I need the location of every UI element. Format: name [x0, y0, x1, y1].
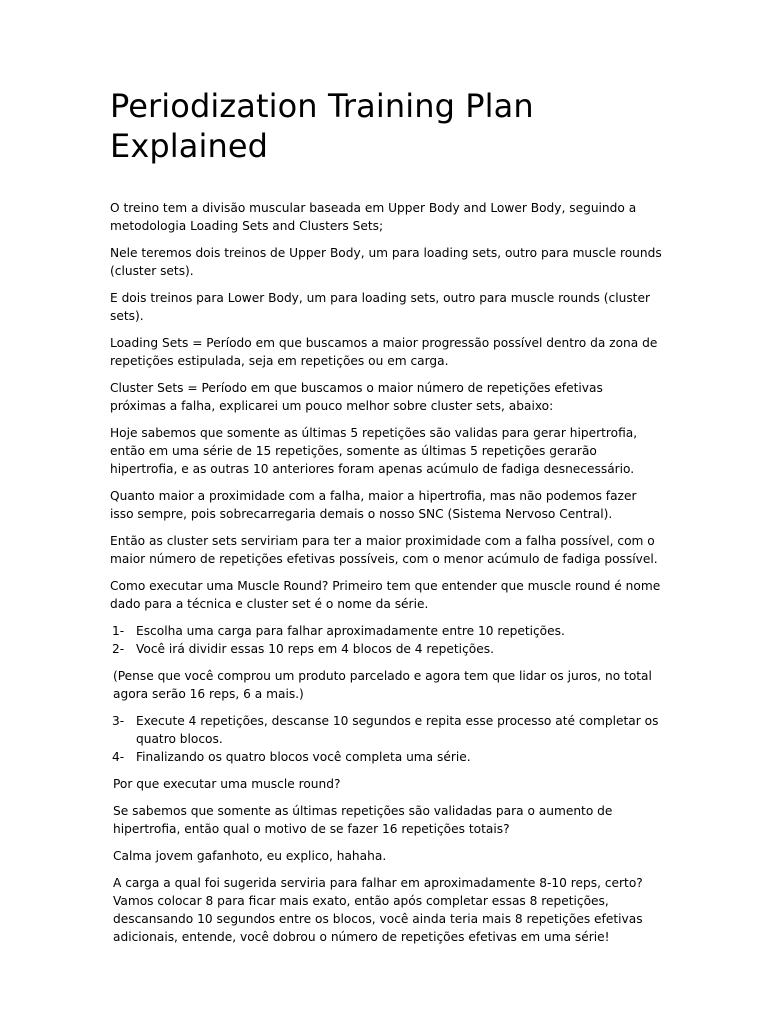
list-item-text: Execute 4 repetições, descanse 10 segundos e repita esse processo até completar os quatro blocos.: [136, 714, 659, 746]
list-item-text: Você irá dividir essas 10 reps em 4 blocos de 4 repetições.: [136, 642, 494, 656]
list-item-text: Finalizando os quatro blocos você completa uma série.: [136, 750, 471, 764]
document-page: [110, 86, 662, 955]
paragraph-lower-body: E dois treinos para Lower Body, um para loading sets, outro para muscle rounds (cluster sets).: [110, 291, 650, 323]
paragraph-explanation: A carga a qual foi sugerida serviria para falhar em aproximadamente 8-10 reps, certo? Vamos colocar 8 para ficar mais exato, então após completar essas 8 repetições, descansando 10 segundos entre os blocos, você ainda teria mais 8 repetições efetivas adicionais, entende, você dobrou o número de repetições efetivas em uma série!: [113, 876, 643, 944]
paragraph-upper-body: Nele teremos dois treinos de Upper Body, um para loading sets, outro para muscle rounds (cluster sets).: [110, 246, 662, 278]
steps-list-first: [110, 622, 662, 658]
list-item: [110, 640, 662, 658]
paragraph-proximity-failure: Quanto maior a proximidade com a falha, maior a hipertrofia, mas não podemos fazer isso sempre, pois sobrecarregaria demais o nosso SNC (Sistema Nervoso Central).: [110, 489, 637, 521]
paragraph-note: (Pense que você comprou um produto parcelado e agora tem que lidar os juros, no total agora serão 16 reps, 6 a mais.): [113, 669, 652, 701]
list-item: [110, 622, 662, 640]
paragraph-why-sixteen-reps: Se sabemos que somente as últimas repetições são validadas para o aumento de hipertrofia, então qual o motivo de se fazer 16 repetições totais?: [113, 804, 613, 836]
paragraph-how-to-muscle-round: Como executar uma Muscle Round? Primeiro tem que entender que muscle round é nome dado para a técnica e cluster set é o nome da série.: [110, 579, 661, 611]
paragraph-division: O treino tem a divisão muscular baseada em Upper Body and Lower Body, seguindo a metodologia Loading Sets and Clusters Sets;: [110, 201, 637, 233]
paragraph-loading-sets: Loading Sets = Período em que buscamos a maior progressão possível dentro da zona de repetições estipulada, seja em repetições ou em carga.: [110, 336, 658, 368]
document-title: Periodization Training Plan Explained: [110, 87, 534, 165]
list-item-number: 2-: [112, 642, 125, 656]
paragraph-last-five-reps: Hoje sabemos que somente as últimas 5 repetições são validas para gerar hipertrofia, então em uma série de 15 repetições, somente as últimas 5 repetições gerarão hipertrofia, e as outras 10 anteriores foram apenas acúmulo de fadiga desnecessário.: [110, 426, 638, 476]
paragraph-why-muscle-round: Por que executar uma muscle round?: [113, 777, 341, 791]
list-item-number: 3-: [112, 714, 125, 728]
list-item-text: Escolha uma carga para falhar aproximadamente entre 10 repetições.: [136, 624, 565, 638]
list-item-number: 4-: [112, 750, 125, 764]
steps-list-second: [110, 712, 662, 766]
list-item-number: 1-: [112, 624, 125, 638]
list-item: [110, 748, 662, 766]
paragraph-cluster-sets: Cluster Sets = Período em que buscamos o maior número de repetições efetivas próximas a falha, explicarei um pouco melhor sobre cluster sets, abaixo:: [110, 381, 603, 413]
paragraph-calm: Calma jovem gafanhoto, eu explico, hahaha.: [113, 849, 387, 863]
paragraph-cluster-purpose: Então as cluster sets serviriam para ter a maior proximidade com a falha possível, com o maior número de repetições efetivas possíveis, com o menor acúmulo de fadiga possível.: [110, 534, 658, 566]
list-item: [110, 712, 662, 748]
